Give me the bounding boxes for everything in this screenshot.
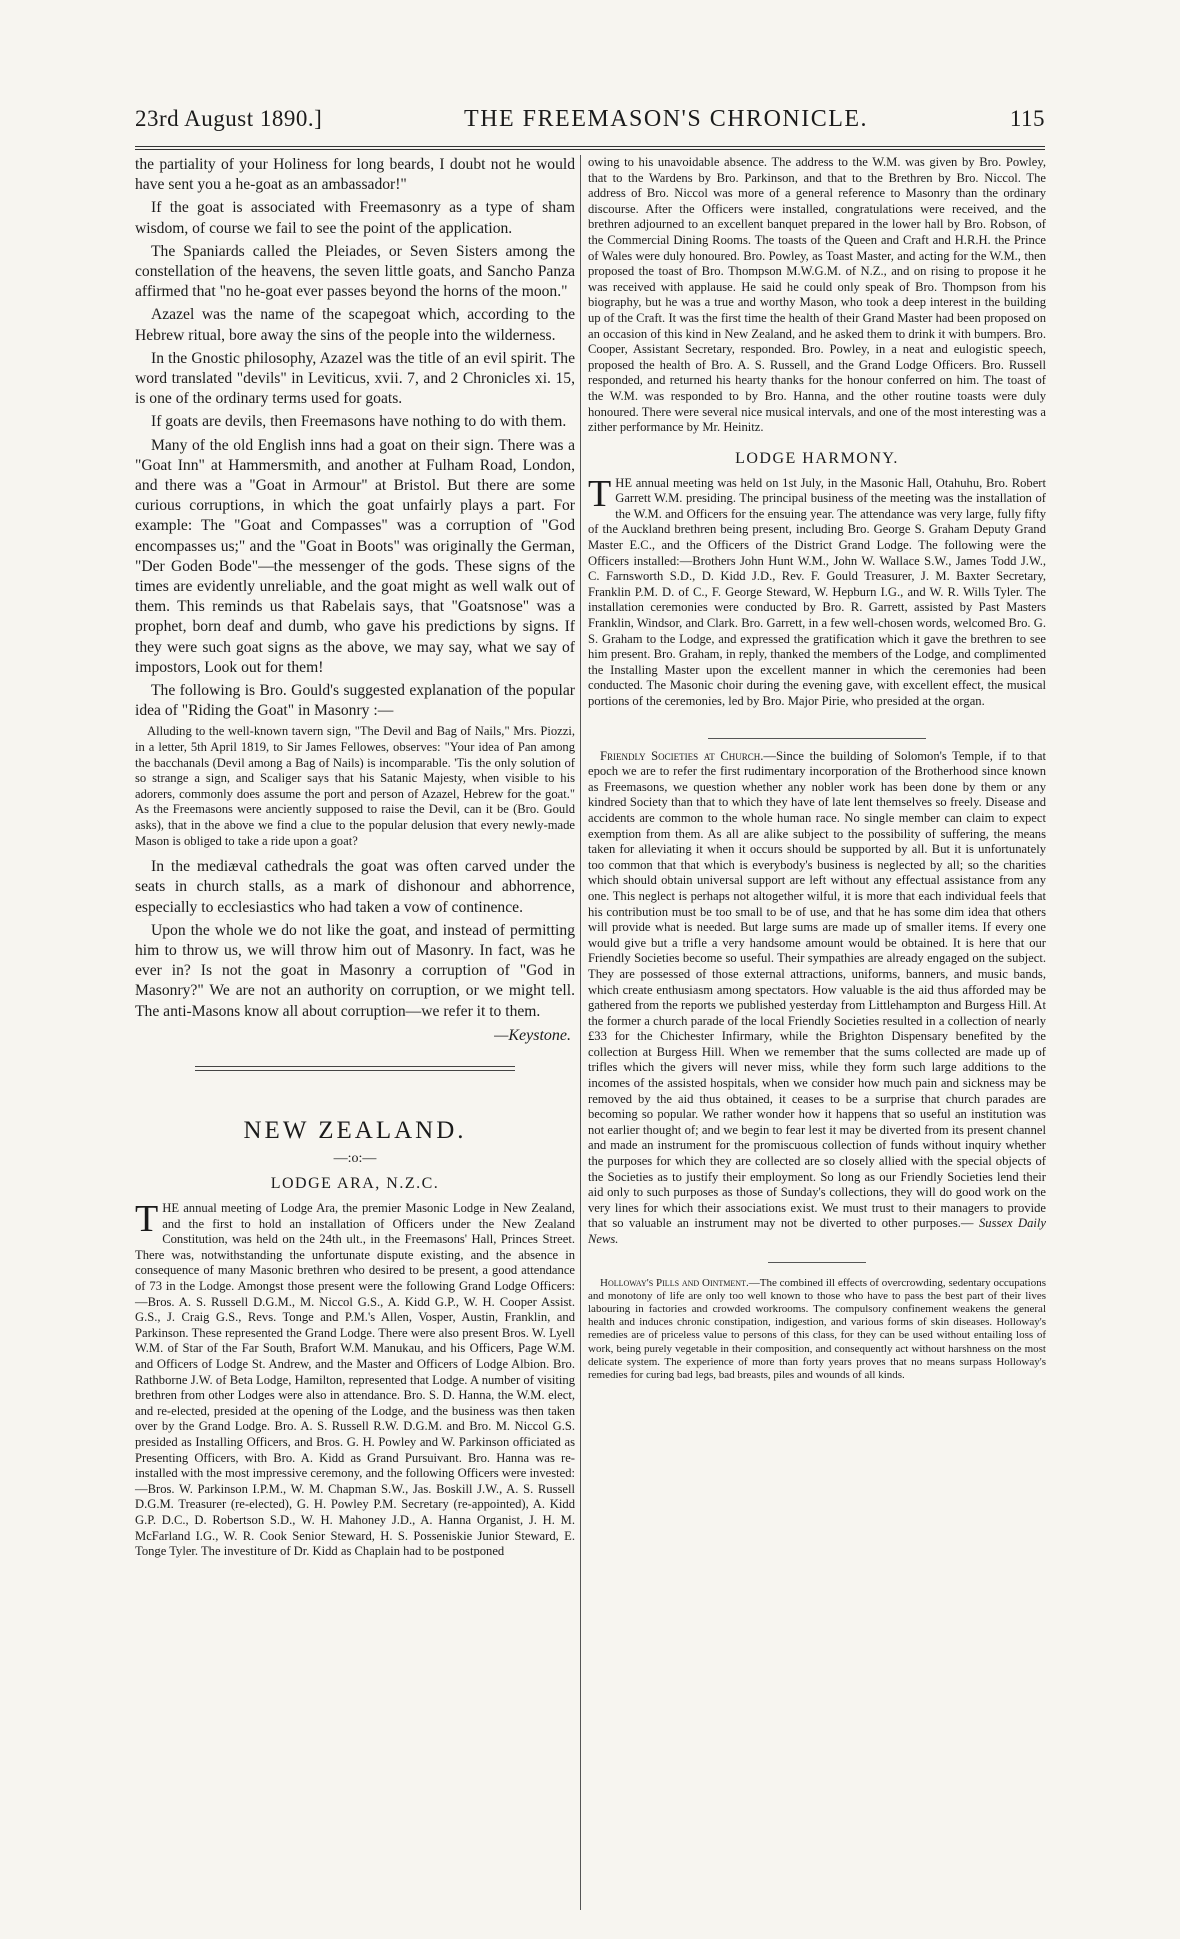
left-column <box>135 155 575 1563</box>
goat-paragraph: If goats are devils, then Freemasons have nothing to do with them. <box>151 413 567 431</box>
friendly-societies-paragraph: —Since the building of Solomon's Temple, if to that epoch we are to refer the first rudimentary incorporation of the Brotherhood since known as Freemasons, we question whether any nobler work has been done by them or any kindred Society than that to which they have of late lent themselves so freely. Disease and accidents are common to the whole human race. No single member can claim to expect exemption from them. As all are alike subject to the possibility of suffering, the means taken for alleviating it when it occurs should be supported by all. But it is unfortunately too common that that which is everybody's business is neglected by all; so the charities which should obtain universal support are left without any effectual assistance from any one. This neglect is perhaps not altogether wilful, it is more that each individual feels that his contribution must be too small to be of use, and that he has some dim idea that others will provide what is needed. But large sums are made up of smaller items. If every one would give but a trifle a very handsome amount would be obtained. It is here that our Friendly Societies become so useful. Their sympathies are already engaged on the subject. They are possessed of those external attractions, uniforms, banners, and music bands, which create enthusiasm among spectators. How valuable is the aid thus afforded may be gathered from the reports we published yesterday from Littlehampton and Burgess Hill. At the former a church parade of the local Friendly Societies resulted in a collection of nearly £33 for the Chichester Infirmary, while the Brighton Dispensary benefited by the collection at Burgess Hill. When we remember that the sums collected are made up of trifles which the givers will never miss, while they form such large additions to the incomes of the assisted hospitals, when we consider how much pain and sickness may be removed by the aid thus obtained, it ceases to be a surprise that church parades are becoming so popular. We rather wonder how it happens that so useful an institution was not earlier thought of; and we begin to fear lest it may be diverted from its present channel and made an instrument for the promiscuous collection of funds without inquiry whether the purposes for which they are collected are so closely allied with the special objects of the Societies as to justify their employment. So long as our Friendly Societies lend their aid only to such purposes as those of Sunday's collections, they will do good work on the very lines for which their associations exist. We must trust to their managers to provide that so valuable an instrument may not be diverted to other purposes.— <box>588 748 1046 1231</box>
goat-paragraph: Azazel was the name of the scapegoat which, according to the Hebrew ritual, bore away the sins of the people into the wilderness. <box>135 306 575 344</box>
lodge-harmony-heading: LODGE HARMONY. <box>735 449 899 467</box>
goat-paragraph: the partiality of your Holiness for long beards, I doubt not he would have sent you a he-goat as an ambassador!" <box>135 156 575 194</box>
holloway-paragraph-wrapper <box>588 1277 1046 1383</box>
lodge-ara-article <box>135 1198 575 1560</box>
page-header <box>135 106 1045 146</box>
column-divider <box>580 155 581 1910</box>
lodge-ara-heading: LODGE ARA, N.Z.C. <box>270 1175 440 1193</box>
holloway-lead: Holloway's Pills and Ointment. <box>600 1276 749 1289</box>
goat-quote <box>135 724 575 849</box>
header-title: THE FREEMASON'S CHRONICLE. <box>464 106 869 132</box>
right-column <box>588 155 1046 1385</box>
header-page-number: 115 <box>1009 106 1045 131</box>
lodge-ara-paragraph-wrapper <box>135 1198 575 1560</box>
lodge-harmony-dropcap: T <box>588 472 612 515</box>
continuation-paragraph: owing to his unavoidable absence. The address to the W.M. was given by Bro. Powley, that to the Wardens by Bro. Parkinson, and that to the Brethren by Bro. Niccol. The address of Bro. Niccol was more of a general reference to Masonry than the ordinary discourse. After the Officers were installed, congratulations were received, and the brethren adjourned to an excellent banquet prepared in the lower hall by Bro. Robson, of the Commercial Dining Rooms. The toasts of the Queen and Craft and H.R.H. the Prince of Wales were duly honoured. Bro. Powley, as Toast Master, and acting for the W.M., then proposed the toast of Bro. Thompson M.W.G.M. of N.Z., and on rising to propose it he was received with applause. He said he could only speak of Bro. Thompson from his biography, but he was a true and worthy Mason, who took a deep interest in the building up of the Craft. It was the first time the health of their Grand Master had been proposed on an occasion of this kind in New Zealand, and he asked them to drink it with bumpers. Bro. Cooper, Assistant Secretary, responded. Bro. Powley, in a neat and eulogistic speech, proposed the health of Bro. A. S. Russell, and the Grand Lodge Officers. Bro. Russell responded, and returned his hearty thanks for the honour conferred on him. The toast of the W.M. was responded to by Bro. Hanna, and the other routine toasts were duly honoured. There were several nice musical intervals, and one of the most interesting was a zither performance by Mr. Heinitz. <box>588 155 1046 435</box>
goat-paragraph: The Spaniards called the Pleiades, or Seven Sisters among the constellation of the heavens, the seven little goats, and Sancho Panza affirmed that "no he-goat ever passes beyond the horns of the moon." <box>135 242 575 301</box>
section-rule <box>708 738 926 739</box>
friendly-societies-article <box>588 749 1046 1248</box>
header-date: 23rd August 1890.] <box>135 106 323 131</box>
section-rule <box>195 1066 515 1071</box>
goat-paragraph: In the Gnostic philosophy, Azazel was the title of an evil spirit. The word translated "devils" in Leviticus, xvii. 7, and 2 Chronicles xi. 15, is one of the ordinary terms used for goats. <box>135 349 575 408</box>
goat-article <box>135 155 575 721</box>
goat-closing <box>135 857 575 1046</box>
holloway-paragraph: —The combined ill effects of overcrowding, sedentary occupations and monotony of life are only too well known to those who have to pass the best part of their lives labouring in factories and crowded workrooms. The compulsory confinement weakens the general health and induces chronic constipation, indigestion, and various forms of skin diseases. Holloway's remedies are of priceless value to persons of this class, for they can be used without entailing loss of work, being purely vegetable in their composition, and consequently act without harshness on the most delicate system. The experience of more than forty years proves that no means surpass Holloway's remedies for curing bad legs, bad breasts, piles and wounds of all kinds. <box>588 1276 1046 1382</box>
friendly-societies-lead: Friendly Societies at Church. <box>600 748 764 763</box>
goat-paragraph: If the goat is associated with Freemasonry as a type of sham wisdom, of course we fail to see the point of the application. <box>135 199 575 237</box>
new-zealand-ornament: —:o:— <box>333 1151 377 1167</box>
lodge-harmony-paragraph: HE annual meeting was held on 1st July, in the Masonic Hall, Otahuhu, Bro. Robert Garrett W.M. presiding. The principal business of the meeting was the installation of the W.M. and Officers for the ensuing year. The attendance was very large, fully fifty of the Auckland brethren being present, including Bro. George S. Graham Deputy Grand Master E.C., and the Officers of the District Grand Lodge. The following were the Officers installed:—Brothers John Hunt W.M., John W. Wallace S.W., James Todd J.W., C. Farnsworth S.D., D. Kidd J.D., Rev. F. Gould Treasurer, J. M. Baxter Secretary, Franklin P.M. D. of C., F. George Steward, W. Hepburn I.G., and W. R. Wills Tyler. The installation ceremonies were conducted by Bro. R. Garrett, assisted by Past Masters Franklin, Windsor, and Clark. Bro. Garrett, in a few well-chosen words, welcomed Bro. G. S. Graham to the Lodge, and expressed the gratification which it gave the brethren to see him present. Bro. Graham, in reply, thanked the members of the Lodge, and complimented the Installing Master upon the excellent manner in which the ceremonies had been conducted. The Masonic choir during the evening gave, with excellent effect, the musical portions of the ceremonies, led by Bro. Major Pirie, who presided at the organ. <box>588 475 1046 708</box>
header-rule <box>135 146 1045 150</box>
friendly-societies-paragraph-wrapper <box>588 749 1046 1248</box>
friendly-societies-source: Sussex Daily News. <box>588 1216 1046 1246</box>
lodge-ara-dropcap: T <box>135 1198 159 1241</box>
goat-paragraph: The following is Bro. Gould's suggested explanation of the popular idea of "Riding the Goat" in Masonry :— <box>135 682 575 720</box>
section-rule <box>768 1262 866 1263</box>
goat-quote-text: Alluding to the well-known tavern sign, "The Devil and Bag of Nails," Mrs. Piozzi, in a letter, 5th April 1819, to Sir James Fellowes, observes: "Your idea of Pan among the bacchanals (Devil among a Bag of Nails) is incomparable. 'Tis the only solution of so strange a sign, and Scaliger says that his Satanic Majesty, when visible to his adorers, commonly does assume the port and person of Azazel, Hebrew for the goat." As the Freemasons were anciently supposed to raise the Devil, can it be (Bro. Gould asks), that in the above we find a clue to the popular delusion that every newly-made Mason is obliged to take a ride upon a goat? <box>135 724 575 848</box>
lodge-ara-continuation <box>588 155 1046 436</box>
goat-signature: —Keystone. <box>494 1026 571 1044</box>
goat-paragraph: In the mediæval cathedrals the goat was often carved under the seats in church stalls, as a mark of dishonour and abhorrence, especially to ecclesiastics who had taken a vow of continence. <box>135 858 575 916</box>
holloway-advertisement <box>588 1277 1046 1383</box>
lodge-ara-paragraph: HE annual meeting of Lodge Ara, the premier Masonic Lodge in New Zealand, and the first to hold an installation of Officers under the New Zealand Constitution, was held on the 24th ult., in the Freemasons' Hall, Princes Street. There was, notwithstanding the unfortunate dispute existing, and the absence in consequence of many Masonic brethren who desired to be present, a good attendance of 73 in the Lodge. Amongst those present were the following Grand Lodge Officers:—Bros. A. S. Russell D.G.M., M. Niccol G.S., A. Kidd G.P., W. H. Cooper Assist. G.S., J. Craig G.S., Revs. Tonge and P.M.'s Allen, Vosper, Austin, Franklin, and Parkinson. These represented the Grand Lodge. There were also present Bros. W. Lyell W.M. of Star of the Far South, Brafort W.M. Manukau, and his Officers, Page W.M. and Officers of Lodge St. Andrew, and the Master and Officers of Lodge Albion. Bro. Rathborne J.W. of Beta Lodge, Hamilton, represented that Lodge. A number of visiting brethren from other Lodges were also in attendance. Bro. S. D. Hanna, the W.M. elect, and re-elected, presided at the opening of the Lodge, and the business was then taken over by the Grand Lodge. Bro. A. S. Russell R.W. D.G.M. and Bro. M. Niccol G.S. presided as Installing Officers, and Bros. G. H. Powley and W. Parkinson officiated as Presenting Officers, with Bro. A. Kidd as Grand Pursuivant. Bro. Hanna was re-installed with the most impressive ceremony, and the following Officers were invested:—Bros. W. Parkinson I.P.M., W. M. Chapman S.W., Jas. Boskill J.W., A. S. Russell D.G.M. Treasurer (re-elected), G. H. Powley P.M. Secretary (re-appointed), A. Kidd G.P. D.C., D. Robertson S.D., W. H. Mahoney J.D., A. Hanna Organist, J. H. M. McFarland I.G., W. R. Cook Senior Steward, H. S. Posseniskie Junior Steward, E. Tonge Tyler. The investiture of Dr. Kidd as Chaplain had to be postponed <box>135 1201 575 1559</box>
lodge-harmony-article <box>588 472 1046 710</box>
goat-paragraph: Many of the old English inns had a goat on their sign. There was a "Goat Inn" at Hammersmith, and another at Fulham Road, London, and there was a "Goat in Armour" at Bristol. But there are some curious corruptions, in which the goat unfairly plays a part. For example: The "Goat and Compasses" was a corruption of "God encompasses us;" and the "Goat in Boots" was originally the German, "Der Goden Bode"—the messenger of the gods. These signs of the times are evidently unreliable, and the goat might as well walk out of them. This reminds us that Rabelais says, that "Goatsnose" was a prophet, born deaf and dumb, who gave his predictions by signs. If they were such goat signs as the above, we may say, what we say of impostors, Look out for them! <box>135 436 575 676</box>
new-zealand-heading: NEW ZEALAND. <box>243 1117 467 1145</box>
lodge-harmony-paragraph-wrapper <box>588 472 1046 710</box>
goat-paragraph: Upon the whole we do not like the goat, and instead of permitting him to throw us, we will throw him out of Masonry. In fact, was he ever in? Is not the goat in Masonry a corruption of "God in Masonry?" We are not an authority on corruption, or we might tell. The anti-Masons know all about corruption—we refer it to them. <box>135 921 575 1020</box>
